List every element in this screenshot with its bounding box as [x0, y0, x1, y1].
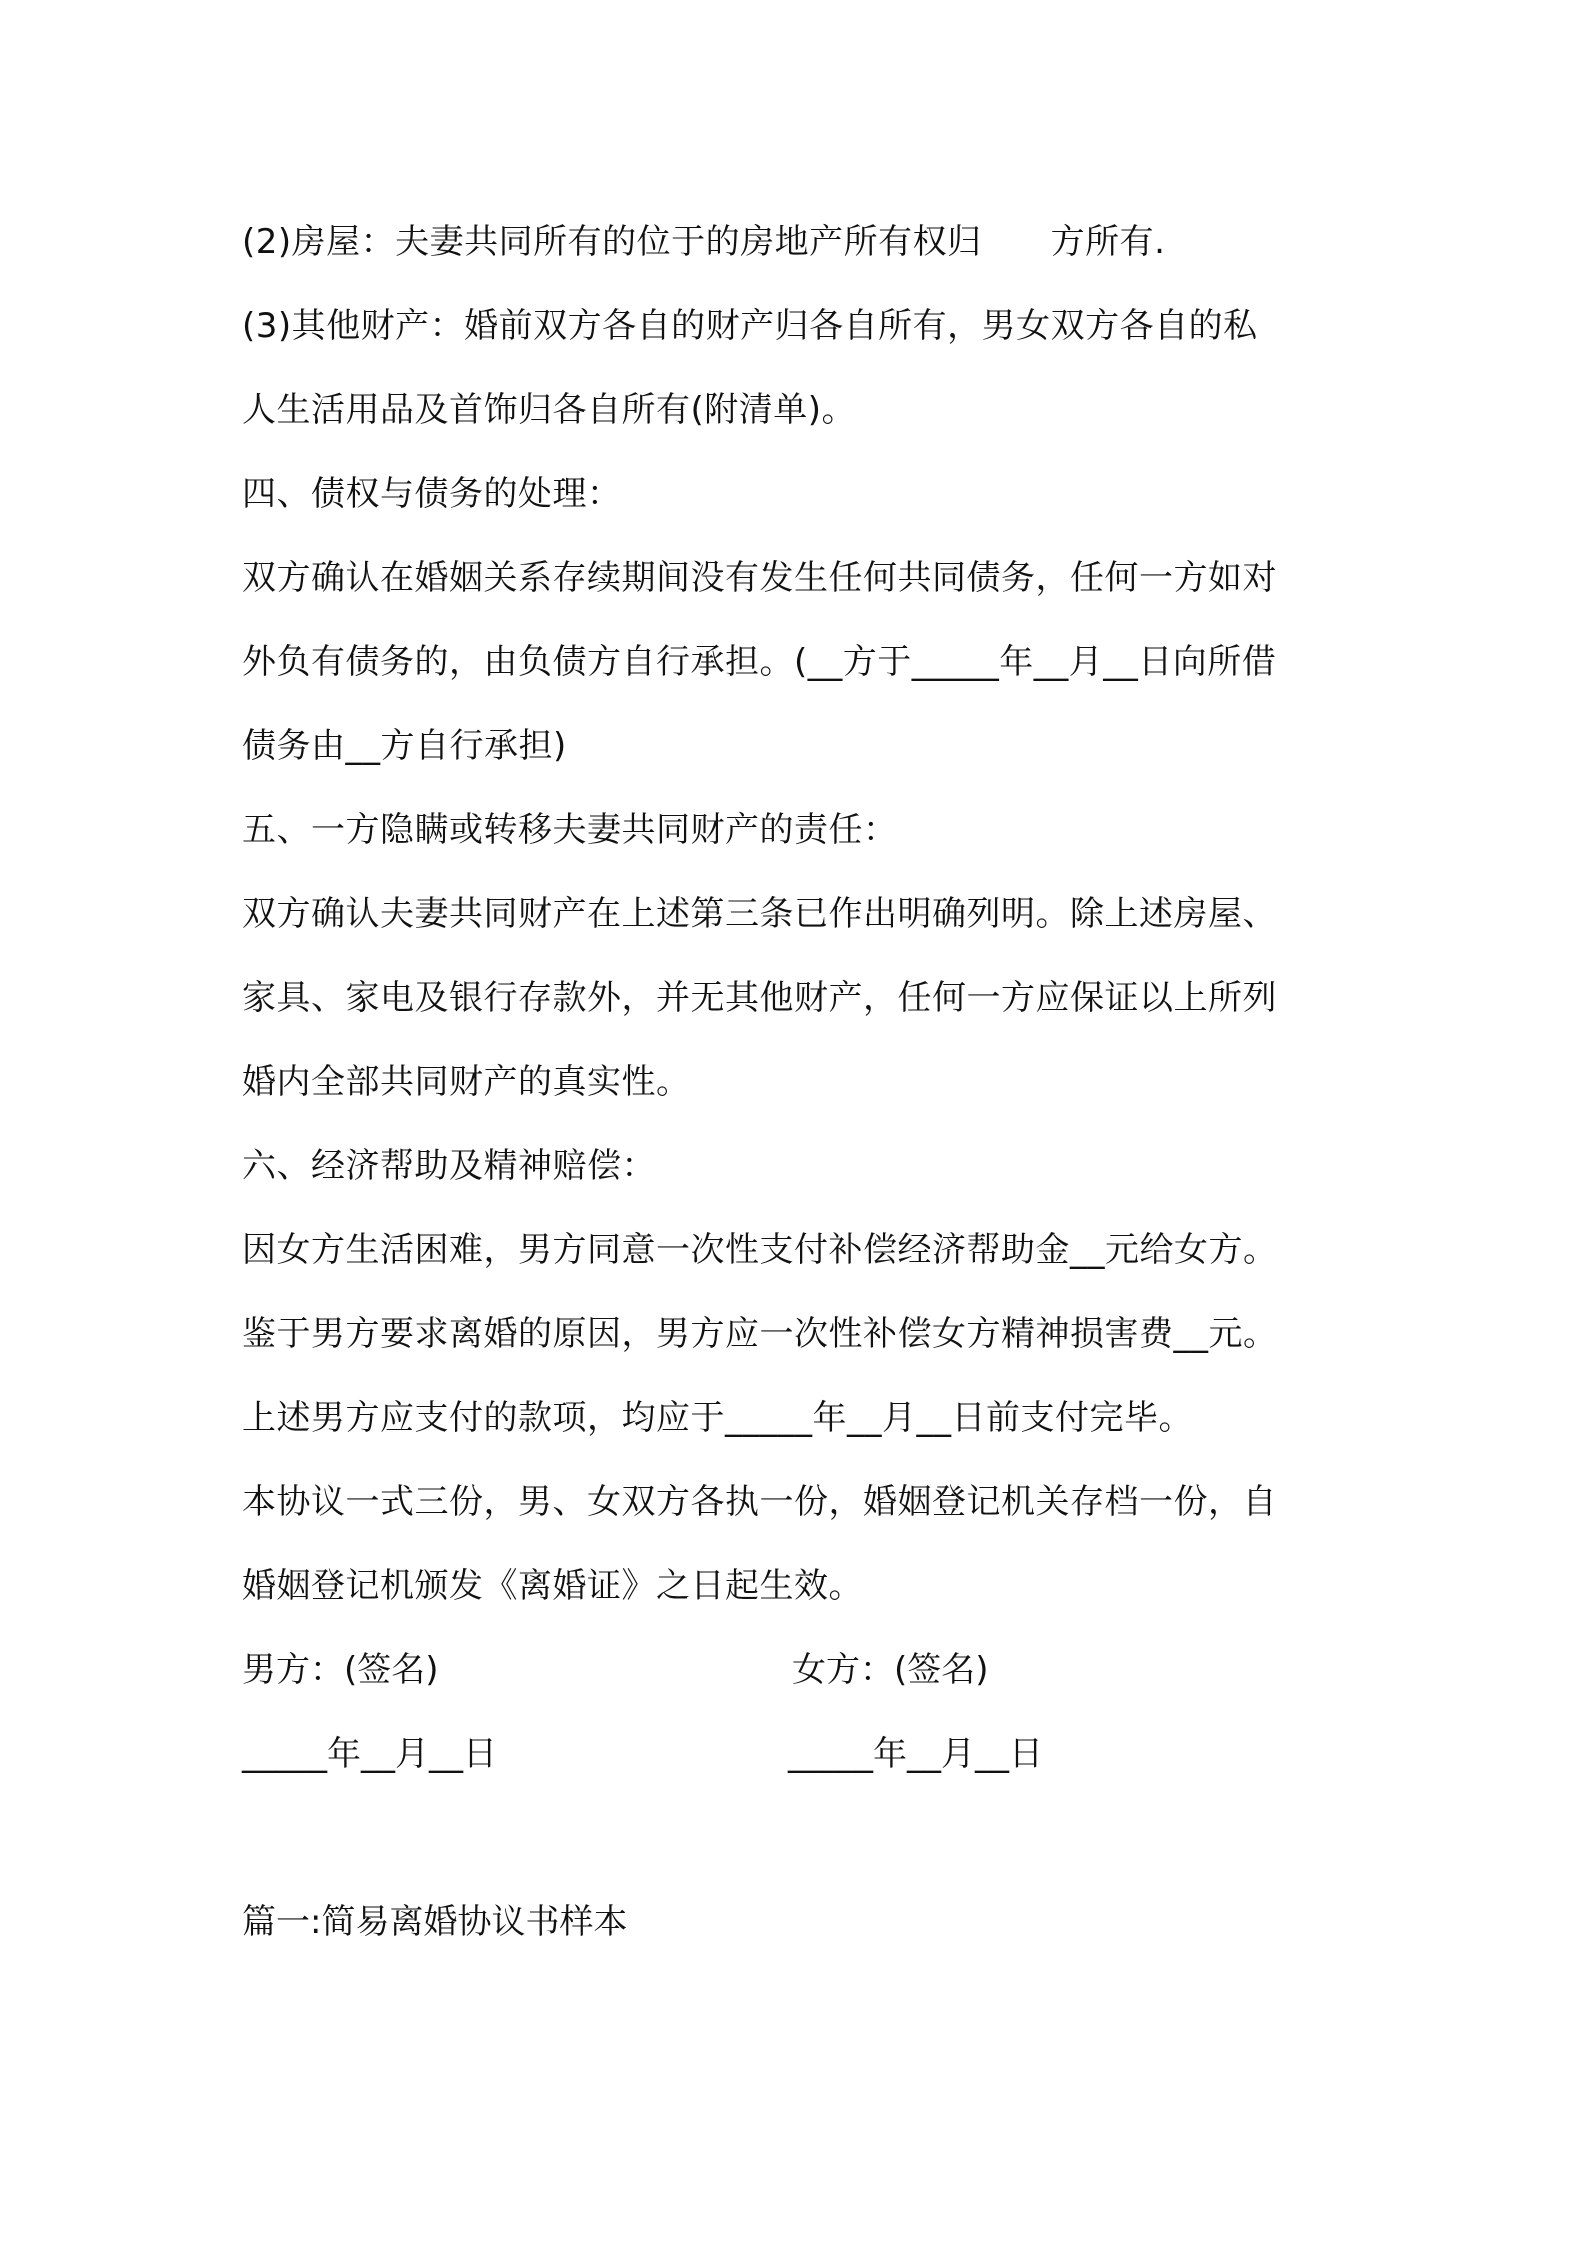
clause-debts: 双方确认在婚姻关系存续期间没有发生任何共同债务，任何一方如对: [242, 558, 1277, 598]
clause-copies-cont: 婚姻登记机颁发《离婚证》之日起生效。: [242, 1566, 863, 1606]
clause-copies: 本协议一式三份，男、女双方各执一份，婚姻登记机关存档一份，自: [242, 1482, 1277, 1522]
male-signature-label: 男方：(签名): [242, 1650, 439, 1690]
female-signature-date: _____年__月__日: [788, 1734, 1043, 1774]
female-signature-label: 女方：(签名): [792, 1650, 989, 1690]
clause-debts-cont-2: 债务由__方自行承担): [242, 726, 567, 766]
clause-concealment-cont-2: 婚内全部共同财产的真实性。: [242, 1062, 691, 1102]
male-signature-date: _____年__月__日: [242, 1734, 497, 1774]
signature-row: [242, 1628, 1372, 1712]
clause-other-property-cont: 人生活用品及首饰归各自所有(附清单)。: [242, 390, 857, 430]
heading-debts: 四、债权与债务的处理：: [242, 474, 622, 514]
clause-economic-help: 因女方生活困难，男方同意一次性支付补偿经济帮助金__元给女方。: [242, 1230, 1278, 1270]
clause-house: (2)房屋：夫妻共同所有的位于的房地产所有权归 方所有.: [242, 222, 1166, 262]
clause-concealment: 双方确认夫妻共同财产在上述第三条已作出明确列明。除上述房屋、: [242, 894, 1277, 934]
clause-concealment-cont: 家具、家电及银行存款外，并无其他财产，任何一方应保证以上所列: [242, 978, 1277, 1018]
next-section-title: 篇一:简易离婚协议书样本: [242, 1902, 628, 1942]
clause-mental-damage: 鉴于男方要求离婚的原因，男方应一次性补偿女方精神损害费__元。: [242, 1314, 1278, 1354]
section-spacer: [242, 1796, 1372, 1880]
signature-date-row: [242, 1712, 1372, 1796]
clause-debts-cont: 外负有债务的，由负债方自行承担。(__方于_____年__月__日向所借: [242, 642, 1277, 682]
clause-other-property: (3)其他财产：婚前双方各自的财产归各自所有，男女双方各自的私: [242, 306, 1258, 346]
heading-concealment: 五、一方隐瞒或转移夫妻共同财产的责任：: [242, 810, 898, 850]
document-body: [242, 200, 1372, 1964]
clause-payment-deadline: 上述男方应支付的款项，均应于_____年__月__日前支付完毕。: [242, 1398, 1193, 1438]
heading-compensation: 六、经济帮助及精神赔偿：: [242, 1146, 656, 1186]
